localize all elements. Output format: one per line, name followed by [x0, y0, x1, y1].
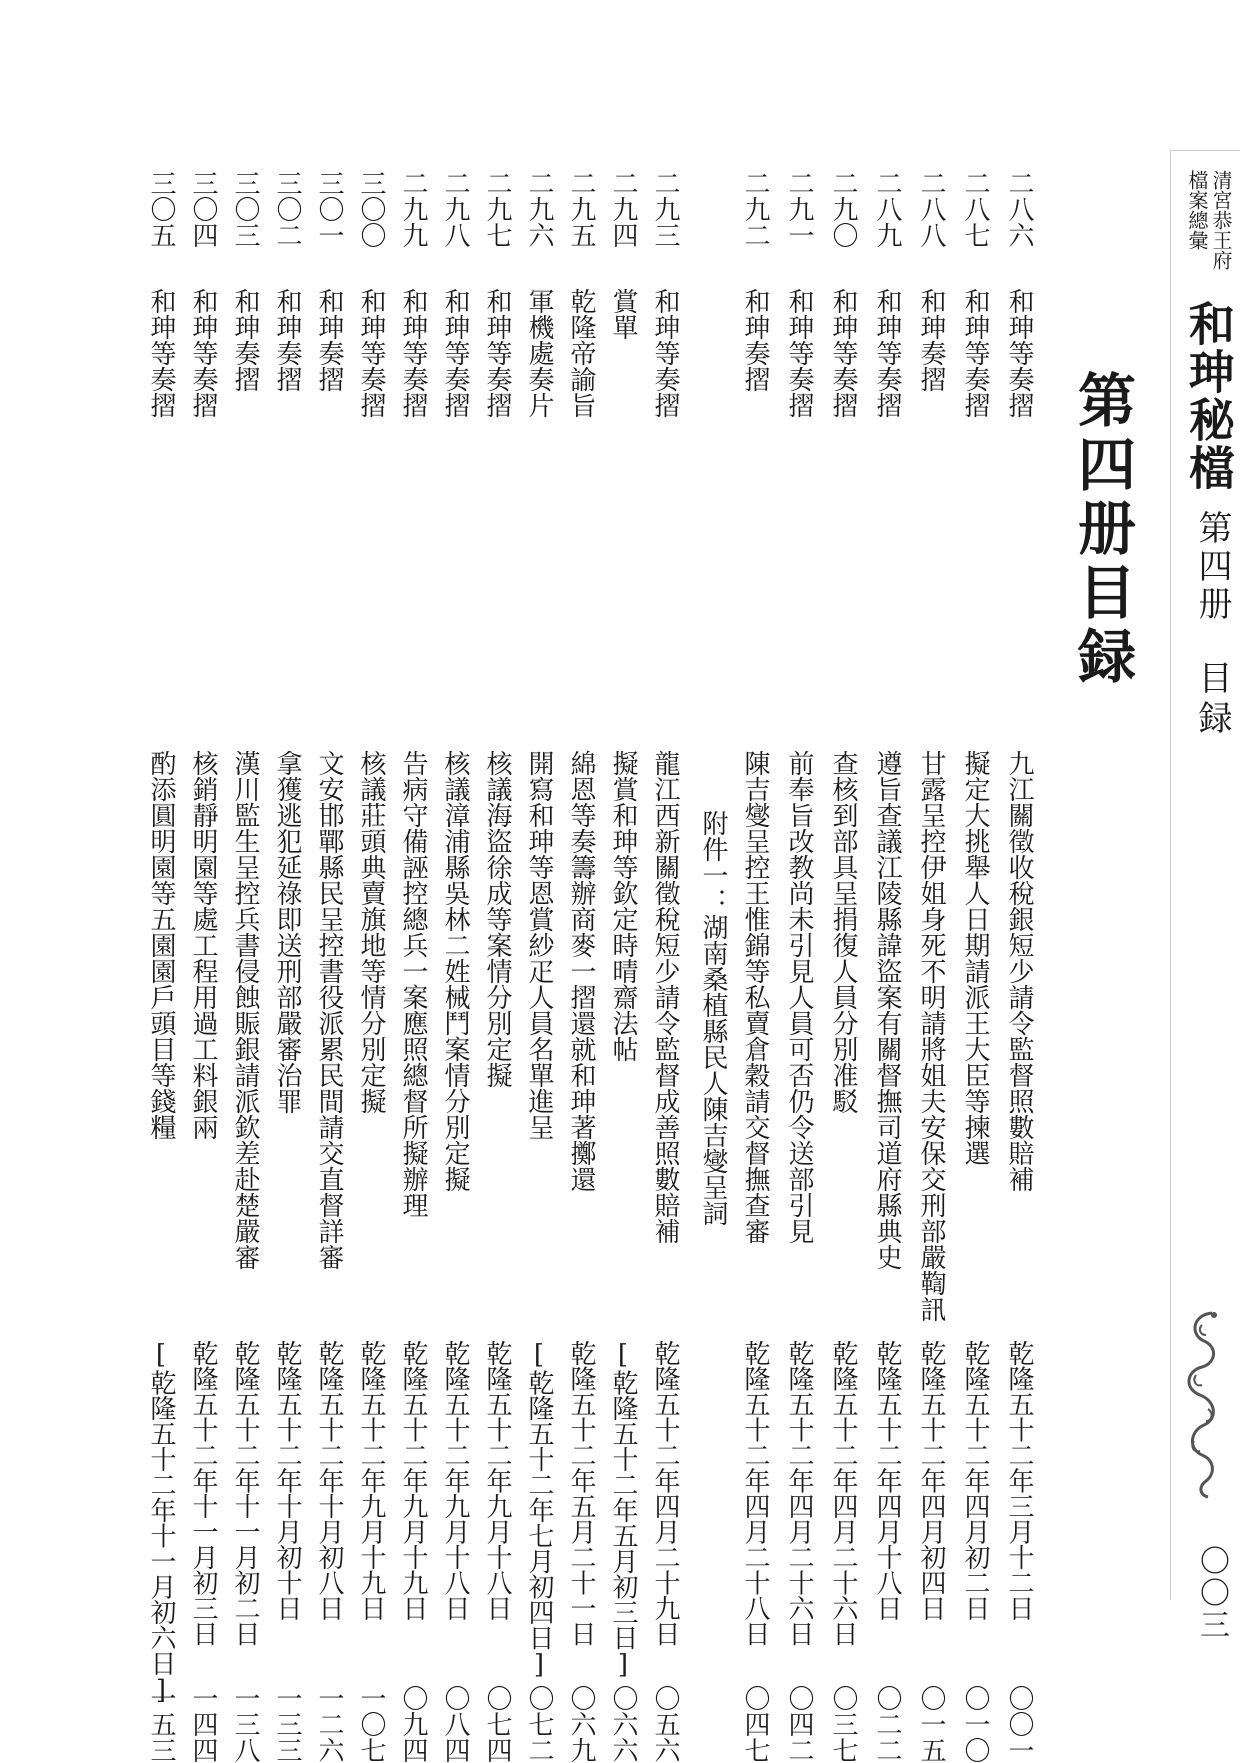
entry-date: 乾隆五十二年三月十二日	[1004, 1340, 1034, 1621]
entry-date: 乾隆五十二年四月初四日	[916, 1340, 946, 1621]
entry-date: 乾隆五十二年十一月初三日	[188, 1340, 218, 1646]
entry-page: 〇二二	[872, 1685, 902, 1763]
series-name	[1183, 170, 1233, 280]
entry-number: 二八九	[872, 170, 902, 248]
entry-page: 一二六	[314, 1685, 344, 1763]
toc-entry-297	[478, 170, 518, 1763]
toc-entry-286	[1000, 170, 1040, 1763]
entry-type: 和珅等奏摺	[146, 288, 176, 418]
entry-number: 二九〇	[828, 170, 858, 248]
entry-date: 乾隆五十二年四月二十九日	[650, 1340, 680, 1646]
toc-entry-301	[310, 170, 350, 1763]
entry-type: 和珅等奏摺	[356, 288, 386, 418]
entry-page: 〇七二	[524, 1685, 554, 1763]
entry-type: 和珅等奏摺	[784, 288, 814, 418]
entry-page: 〇三七	[828, 1685, 858, 1763]
entry-number: 二九九	[398, 170, 428, 248]
entry-date: 乾隆五十二年四月二十六日	[828, 1340, 858, 1646]
entry-page: 一三八	[230, 1685, 260, 1763]
entry-date: 乾隆五十二年四月二十六日	[784, 1340, 814, 1646]
entry-date: 乾隆五十二年四月初二日	[960, 1340, 990, 1621]
toc-entry-292	[736, 170, 776, 1763]
entry-description: 擬賞和珅等欽定時晴齋法帖	[608, 750, 638, 1062]
entry-date: 乾隆五十二年四月二十八日	[740, 1340, 770, 1646]
entry-number: 三〇一	[314, 170, 344, 248]
dragon-ornament-icon	[1172, 1305, 1234, 1500]
toc-entry-303	[226, 170, 266, 1763]
entry-description: 核議漳浦縣吳林二姓械鬥案情分別定擬	[440, 750, 470, 1192]
entry-page: 〇五六	[650, 1685, 680, 1763]
entry-type: 和珅奏摺	[314, 288, 344, 392]
entry-type: 和珅等奏摺	[440, 288, 470, 418]
toc-entry-298	[436, 170, 476, 1763]
toc-entry-302	[268, 170, 308, 1763]
entry-number: 二九五	[566, 170, 596, 248]
entry-description: 九江關徵收稅銀短少請令監督照數賠補	[1004, 750, 1034, 1192]
entry-type: 和珅等奏摺	[188, 288, 218, 418]
entry-number: 三〇四	[188, 170, 218, 248]
entry-description: 甘露呈控伊姐身死不明請將姐夫安保交刑部嚴鞫訊	[916, 750, 946, 1322]
entry-type: 和珅等奏摺	[872, 288, 902, 418]
entry-date: 乾隆五十二年九月十八日	[482, 1340, 512, 1621]
entry-type: 和珅等奏摺	[1004, 288, 1034, 418]
page-number: 〇〇三	[1194, 1545, 1229, 1641]
entry-date: 乾隆五十二年十月初十日	[272, 1340, 302, 1621]
entry-description: 陳吉燮呈控王惟錦等私賣倉穀請交督撫查審	[740, 750, 770, 1244]
series-title: 和珅秘檔	[1182, 300, 1236, 492]
entry-date: 乾隆五十二年九月十九日	[356, 1340, 386, 1621]
entry-page: 〇九四	[398, 1685, 428, 1763]
entry-description: 告病守備誣控總兵一案應照總督所擬辦理	[398, 750, 428, 1218]
entry-page: 〇六九	[566, 1685, 596, 1763]
entry-type: 和珅奏摺	[740, 288, 770, 392]
entry-page: 〇八四	[440, 1685, 470, 1763]
entry-number: 二九三	[650, 170, 680, 248]
entry-description: 龍江西新關徵稅短少請令監督成善照數賠補	[650, 750, 680, 1244]
header-top-line	[1170, 150, 1240, 151]
entry-description: 綿恩等奏籌辦商麥一摺還就和珅著擲還	[566, 750, 596, 1192]
toc-entry-304	[184, 170, 224, 1763]
toc-entry-293	[646, 170, 686, 1763]
entry-number: 二九七	[482, 170, 512, 248]
entry-date: 乾隆五十二年十一月初二日	[230, 1340, 260, 1646]
entry-page: 〇一〇	[960, 1685, 990, 1763]
toc-entry-300	[352, 170, 392, 1763]
entry-type: 和珅奏摺	[272, 288, 302, 392]
toc-entry-291	[780, 170, 820, 1763]
toc-entry-287	[956, 170, 996, 1763]
entry-description: 核議莊頭典賣旗地等情分別定擬	[356, 750, 386, 1114]
toc-entry-295	[562, 170, 602, 1763]
series-name-line2: 檔案總彙	[1185, 170, 1209, 250]
entry-page: 〇四七	[740, 1685, 770, 1763]
entry-number: 三〇〇	[356, 170, 386, 248]
entry-description: 查核到部具呈捐復人員分別准駁	[828, 750, 858, 1114]
entry-description: 漢川監生呈控兵書侵蝕賑銀請派欽差赴楚嚴審	[230, 750, 260, 1270]
entry-page: 〇六六	[608, 1685, 638, 1763]
toc-entry-305	[142, 170, 182, 1763]
section-label: 目録	[1192, 660, 1232, 740]
toc-entry-289	[868, 170, 908, 1763]
entry-number: 二八八	[916, 170, 946, 248]
entry-type: 和珅等奏摺	[398, 288, 428, 418]
entry-number: 二九一	[784, 170, 814, 248]
entry-date: 乾隆五十二年四月十八日	[872, 1340, 902, 1621]
series-name-line1: 清宮恭王府	[1209, 170, 1233, 270]
page-title: 第四册目録	[1068, 370, 1136, 690]
entry-number: 二九八	[440, 170, 470, 248]
toc-entry-288	[912, 170, 952, 1763]
toc-entry-296	[520, 170, 560, 1763]
entry-page: 〇一五	[916, 1685, 946, 1763]
entry-date: 乾隆五十二年九月十八日	[440, 1340, 470, 1621]
entry-type: 和珅等奏摺	[650, 288, 680, 418]
entry-page: 〇四二	[784, 1685, 814, 1763]
volume-label: 第四册	[1192, 510, 1232, 624]
entry-number: 三〇五	[146, 170, 176, 248]
entry-description: 文安邯鄲縣民呈控書役派累民間請交直督詳審	[314, 750, 344, 1270]
entry-description: 前奉旨改教尚未引見人員可否仍令送部引見	[784, 750, 814, 1244]
entry-page: 一五三	[146, 1685, 176, 1763]
entry-date: [乾隆五十二年七月初四日]	[524, 1340, 554, 1680]
entry-type: 軍機處奏片	[524, 288, 554, 418]
entry-description: 擬定大挑舉人日期請派王大臣等揀選	[960, 750, 990, 1166]
entry-type: 和珅奏摺	[916, 288, 946, 392]
entry-page: 一四四	[188, 1685, 218, 1763]
toc-attachment	[694, 170, 734, 1620]
toc-entry-294	[604, 170, 644, 1763]
entry-date: 乾隆五十二年十月初八日	[314, 1340, 344, 1621]
entry-description: 遵旨查議江陵縣諱盜案有關督撫司道府縣典史	[872, 750, 902, 1270]
entry-number: 二八七	[960, 170, 990, 248]
header-divider-line	[1170, 150, 1171, 1600]
entry-type: 和珅等奏摺	[828, 288, 858, 418]
entry-page: 一三三	[272, 1685, 302, 1763]
entry-page: 〇七四	[482, 1685, 512, 1763]
entry-number: 二九六	[524, 170, 554, 248]
entry-number: 二九二	[740, 170, 770, 248]
entry-page: 一〇七	[356, 1685, 386, 1763]
entry-type: 乾隆帝諭旨	[566, 288, 596, 418]
entry-type: 賞單	[608, 288, 638, 340]
entry-date: 乾隆五十二年五月二十一日	[566, 1340, 596, 1646]
entry-description: 核議海盜徐成等案情分別定擬	[482, 750, 512, 1088]
toc-entry-299	[394, 170, 434, 1763]
entry-description: 拿獲逃犯延祿即送刑部嚴審治罪	[272, 750, 302, 1114]
entry-date: [乾隆五十二年五月初三日]	[608, 1340, 638, 1680]
entry-number: 二八六	[1004, 170, 1034, 248]
entry-description: 核銷靜明園等處工程用過工料銀兩	[188, 750, 218, 1140]
entry-date: [乾隆五十二年十一月初六日]	[146, 1340, 176, 1705]
entry-page: 〇〇一	[1004, 1685, 1034, 1763]
entry-type: 和珅等奏摺	[960, 288, 990, 418]
entry-number: 二九四	[608, 170, 638, 248]
attachment-label: 附件一：湖南桑植縣民人陳吉燮呈詞	[698, 810, 728, 1226]
entry-number: 三〇二	[272, 170, 302, 248]
entry-description: 酌添圓明園等五園園戶頭目等錢糧	[146, 750, 176, 1140]
entry-date: 乾隆五十二年九月十九日	[398, 1340, 428, 1621]
entry-type: 和珅奏摺	[230, 288, 260, 392]
entry-type: 和珅等奏摺	[482, 288, 512, 418]
entry-number: 三〇三	[230, 170, 260, 248]
toc-entry-290	[824, 170, 864, 1763]
entry-description: 開寫和珅等恩賞紗疋人員名單進呈	[524, 750, 554, 1140]
